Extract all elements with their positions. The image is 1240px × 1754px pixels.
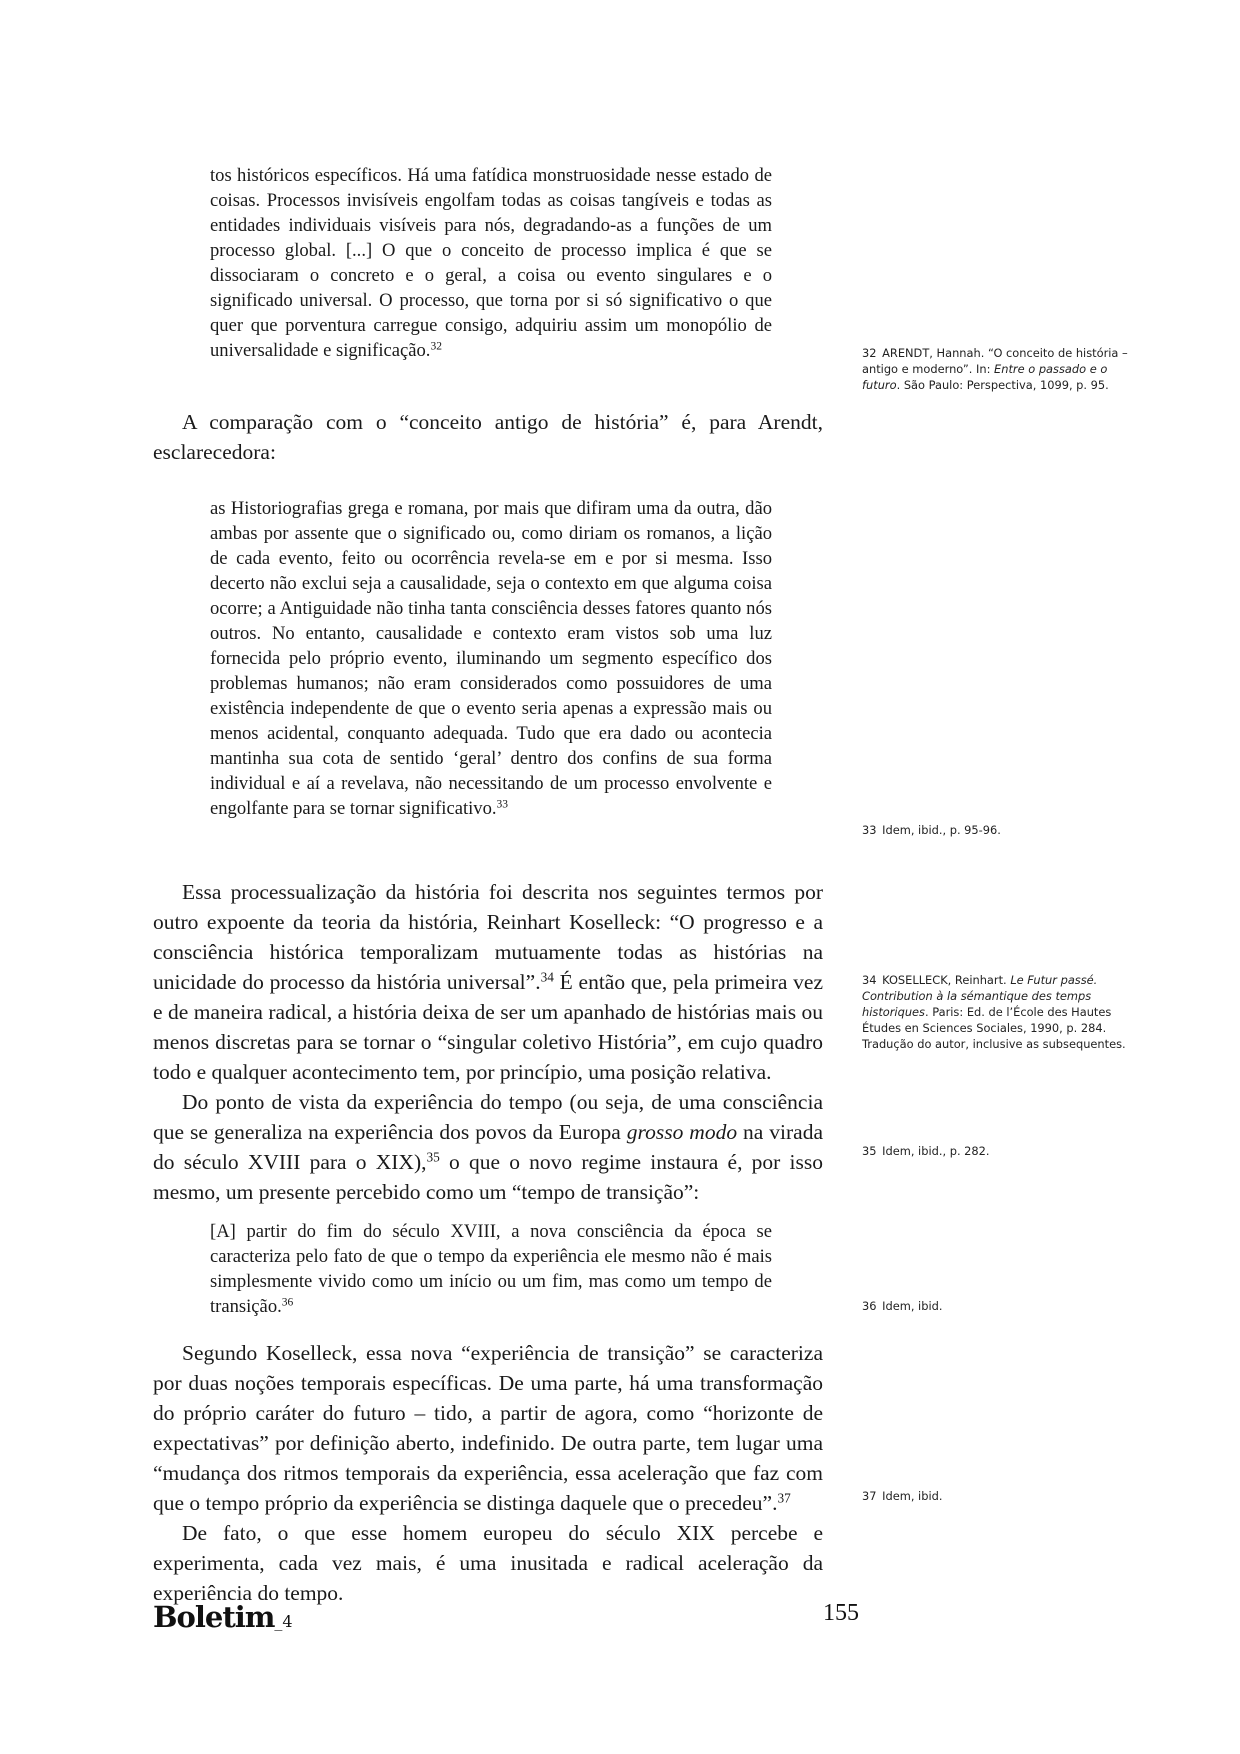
paragraph-koselleck-process xyxy=(153,877,823,1207)
footnote-number: 32 xyxy=(862,346,877,360)
page-number: 155 xyxy=(823,1600,859,1626)
paragraph-ancient-concept xyxy=(153,407,823,467)
paragraph-acceleration: De fato, o que esse homem europeu do século XIX percebe e experimenta, cada vez mais, é uma inusitada e radical aceleração da experiência do tempo. xyxy=(153,1521,823,1605)
paragraph-text-continued: na virada do século XVIII para o XIX), xyxy=(153,1120,823,1174)
footnote-32 xyxy=(862,345,1144,393)
footnote-number: 34 xyxy=(862,973,877,987)
footnote-35 xyxy=(862,1143,1144,1159)
footnote-text-end: . Paris: Ed. de l’École des Hautes Études en Sciences Sociales, 1990, p. 284. Tradução do autor, inclusive as subsequentes. xyxy=(862,1005,1126,1051)
footnote-text: KOSELLECK, Reinhart. xyxy=(882,973,1011,987)
footnote-ref-34[interactable]: 34 xyxy=(540,969,554,985)
journal-logo xyxy=(153,1600,293,1634)
footnote-34 xyxy=(862,972,1144,1052)
footnote-text: Idem, ibid. xyxy=(882,1299,943,1313)
footnote-text: Idem, ibid., p. 282. xyxy=(882,1144,990,1158)
quote-text: as Historiografias grega e romana, por mais que difiram uma da outra, dão ambas por assente que o significado ou, como diriam os romanos, a lição de cada evento, feito ou ocorrência revela-se em e por si mesma. Isso decerto não exclui seja a causalidade, seja o contexto em que alguma coisa ocorre; a Antiguidade não tinha tanta consciência desses fatores quanto nós outros. No entanto, causalidade e contexto eram vistos sob uma luz fornecida pelo próprio evento, iluminando um segmento específico dos problemas humanos; não eram considerados como possuidores de uma existência independente de que o evento seria apenas a expressão mais ou menos acidental, conquanto adequada. Tudo que era dado ou acontecia mantinha sua cota de sentido ‘geral’ dentro dos confins de sua forma individual e aí a revelava, não necessitando de um processo envolvente e engolfante para se tornar significativo. xyxy=(210,498,772,819)
footnote-text-end: . São Paulo: Perspectiva, 1099, p. 95. xyxy=(896,378,1109,392)
quote-text: [A] partir do fim do século XVIII, a nova consciência da época se caracteriza pelo fato de que o tempo da experiência ele mesmo não é mais simplesmente vivido como um início ou um fim, mas como um tempo de transição. xyxy=(210,1221,772,1317)
footnote-text: Idem, ibid. xyxy=(882,1489,943,1503)
issue-number: 4 xyxy=(282,1612,293,1631)
paragraph-text: Essa processualização da história foi descrita nos seguintes termos por outro expoente da teoria da história, Reinhart Koselleck: “O progresso e a consciência histórica temporalizam mutuamente todas as histórias na unicidade do processo da história universal”. xyxy=(153,880,823,994)
paragraph-text: Segundo Koselleck, essa nova “experiência de transição” se caracteriza por duas noções temporais específicas. De uma parte, há uma transformação do próprio caráter do futuro – tido, a partir de agora, como “horizonte de expectativas” por definição aberto, indefinido. De outra parte, tem lugar uma “mudança dos ritmos temporais da experiência, essa aceleração que faz com que o tempo próprio da experiência se distinga daquele que o precedeu”. xyxy=(153,1341,823,1515)
footnote-ref-35[interactable]: 35 xyxy=(426,1149,440,1165)
footnote-text: Idem, ibid., p. 95-96. xyxy=(882,823,1001,837)
journal-issue-number: _4 xyxy=(274,1612,293,1631)
footnote-ref-32[interactable]: 32 xyxy=(430,340,442,353)
paragraph-text-continued: É então que, pela primeira vez e de maneira radical, a história deixa de ser um apanhado de histórias mais ou menos discretas para se tornar o “singular coletivo História”, em cujo quadro todo e qualquer acontecimento tem, por princípio, uma posição relativa. xyxy=(153,970,823,1084)
footnote-title: Le Futur passé. Contribution à la sémantique des temps historiques xyxy=(862,973,1098,1019)
italic-term: grosso modo xyxy=(626,1120,738,1144)
block-quote-transition-time xyxy=(210,1219,772,1319)
quote-text: tos históricos específicos. Há uma fatídica monstruosidade nesse estado de coisas. Processos invisíveis engolfam todas as coisas tangíveis e todas as entidades individuais visíveis para nós, degradando-as a funções de um processo global. [...] O que o conceito de processo implica é que se dissociaram o concreto e o geral, a coisa ou evento singulares e o significado universal. O processo, que torna por si só significativo o que quer que porventura carregue consigo, adquiriu assim um monopólio de universalidade e significação. xyxy=(210,165,772,361)
footnote-33 xyxy=(862,822,1144,838)
footnote-number: 37 xyxy=(862,1489,877,1503)
footnote-number: 35 xyxy=(862,1144,877,1158)
paragraph-transition-experience xyxy=(153,1338,823,1608)
paragraph-text: Do ponto de vista da experiência do tempo (ou seja, de uma consciência que se generaliza na experiência dos povos da Europa xyxy=(153,1090,823,1144)
footnote-ref-37[interactable]: 37 xyxy=(777,1490,791,1506)
footnote-37 xyxy=(862,1488,1144,1504)
footnote-ref-33[interactable]: 33 xyxy=(496,798,509,811)
footnote-number: 36 xyxy=(862,1299,877,1313)
footnote-number: 33 xyxy=(862,823,877,837)
footnote-36 xyxy=(862,1298,1144,1314)
footnote-text: ARENDT, Hannah. “O conceito de história – antigo e moderno”. In: xyxy=(862,346,1128,376)
journal-logo-text: Boletim xyxy=(153,1600,275,1634)
paragraph-text-end: o que o novo regime instaura é, por isso mesmo, um presente percebido como um “tempo de transição”: xyxy=(153,1150,823,1204)
paragraph-text: A comparação com o “conceito antigo de história” é, para Arendt, esclarecedora: xyxy=(153,410,823,464)
block-quote-greek-roman-historiography xyxy=(210,496,772,821)
footnote-title: Entre o passado e o futuro xyxy=(862,362,1108,392)
footnote-ref-36[interactable]: 36 xyxy=(281,1296,294,1309)
block-quote-arendt-process xyxy=(210,163,772,363)
